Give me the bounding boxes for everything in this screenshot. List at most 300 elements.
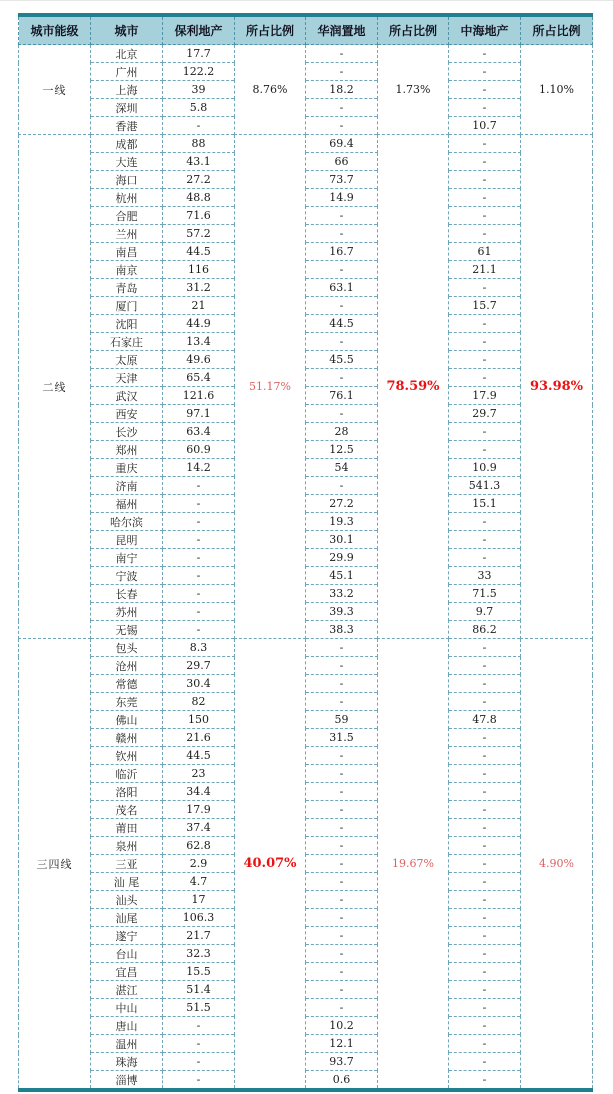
- city-cell: 杭州: [91, 189, 163, 207]
- value-cell-cr-land: 73.7: [306, 171, 378, 189]
- table-row: [19, 351, 593, 369]
- city-cell: 泉州: [91, 837, 163, 855]
- value-cell-cr-land: -: [306, 873, 378, 891]
- value-cell-coli: -: [449, 531, 521, 549]
- pct-cell-poly: 51.17%: [235, 135, 306, 639]
- table-row: [19, 1071, 593, 1091]
- value-cell-coli: 9.7: [449, 603, 521, 621]
- value-cell-coli: -: [449, 423, 521, 441]
- table-row: [19, 675, 593, 693]
- city-cell: 湛江: [91, 981, 163, 999]
- city-cell: 天津: [91, 369, 163, 387]
- value-cell-cr-land: 45.5: [306, 351, 378, 369]
- table-row: [19, 1053, 593, 1071]
- value-cell-cr-land: -: [306, 333, 378, 351]
- value-cell-cr-land: -: [306, 819, 378, 837]
- city-cell: 宁波: [91, 567, 163, 585]
- value-cell-cr-land: -: [306, 675, 378, 693]
- value-cell-poly: 106.3: [163, 909, 235, 927]
- table-row: [19, 63, 593, 81]
- value-cell-coli: -: [449, 207, 521, 225]
- value-cell-poly: 57.2: [163, 225, 235, 243]
- value-cell-cr-land: -: [306, 207, 378, 225]
- value-cell-poly: 60.9: [163, 441, 235, 459]
- city-cell: 汕尾: [91, 909, 163, 927]
- table-row: [19, 441, 593, 459]
- value-cell-poly: -: [163, 513, 235, 531]
- city-cell: 宜昌: [91, 963, 163, 981]
- value-cell-cr-land: 10.2: [306, 1017, 378, 1035]
- value-cell-poly: 21: [163, 297, 235, 315]
- value-cell-cr-land: -: [306, 639, 378, 657]
- city-cell: 香港: [91, 117, 163, 135]
- table-row: [19, 495, 593, 513]
- value-cell-poly: 15.5: [163, 963, 235, 981]
- city-cell: 济南: [91, 477, 163, 495]
- city-cell: 重庆: [91, 459, 163, 477]
- value-cell-cr-land: -: [306, 117, 378, 135]
- value-cell-cr-land: 63.1: [306, 279, 378, 297]
- table-row: [19, 855, 593, 873]
- table-row: [19, 711, 593, 729]
- value-cell-coli: -: [449, 549, 521, 567]
- value-cell-cr-land: -: [306, 405, 378, 423]
- value-cell-cr-land: 33.2: [306, 585, 378, 603]
- pct-cell-coli: 93.98%: [521, 135, 593, 639]
- header-cell-cr-land: 华润置地: [306, 15, 378, 45]
- table-row: [19, 1035, 593, 1053]
- city-cell: 太原: [91, 351, 163, 369]
- value-cell-poly: 31.2: [163, 279, 235, 297]
- value-cell-coli: -: [449, 441, 521, 459]
- value-cell-poly: 17.9: [163, 801, 235, 819]
- value-cell-cr-land: 66: [306, 153, 378, 171]
- value-cell-coli: -: [449, 99, 521, 117]
- value-cell-coli: -: [449, 837, 521, 855]
- value-cell-cr-land: -: [306, 963, 378, 981]
- table-header: [19, 15, 593, 45]
- pct-cell-poly: 8.76%: [235, 45, 306, 135]
- value-cell-coli: 15.1: [449, 495, 521, 513]
- value-cell-poly: 17.7: [163, 45, 235, 63]
- value-cell-coli: -: [449, 855, 521, 873]
- value-cell-poly: 122.2: [163, 63, 235, 81]
- table-row: [19, 297, 593, 315]
- header-cell-tier: 城市能级: [19, 15, 91, 45]
- value-cell-poly: 5.8: [163, 99, 235, 117]
- pct-cell-cr-land: 19.67%: [378, 639, 449, 1091]
- table-row: [19, 729, 593, 747]
- table-row: [19, 999, 593, 1017]
- value-cell-cr-land: -: [306, 891, 378, 909]
- city-cell: 南宁: [91, 549, 163, 567]
- table-row: [19, 1017, 593, 1035]
- table-row: [19, 207, 593, 225]
- city-cell: 洛阳: [91, 783, 163, 801]
- value-cell-poly: 21.7: [163, 927, 235, 945]
- table-row: [19, 981, 593, 999]
- table-row: [19, 909, 593, 927]
- value-cell-poly: 44.9: [163, 315, 235, 333]
- city-cell: 沈阳: [91, 315, 163, 333]
- table-row: [19, 873, 593, 891]
- value-cell-coli: -: [449, 693, 521, 711]
- header-cell-city: 城市: [91, 15, 163, 45]
- value-cell-coli: -: [449, 1053, 521, 1071]
- value-cell-poly: 43.1: [163, 153, 235, 171]
- value-cell-poly: 23: [163, 765, 235, 783]
- value-cell-cr-land: -: [306, 783, 378, 801]
- value-cell-coli: -: [449, 153, 521, 171]
- value-cell-coli: -: [449, 945, 521, 963]
- value-cell-coli: -: [449, 657, 521, 675]
- value-cell-poly: 44.5: [163, 747, 235, 765]
- table-row: [19, 369, 593, 387]
- table-row: [19, 639, 593, 657]
- city-cell: 青岛: [91, 279, 163, 297]
- value-cell-cr-land: -: [306, 837, 378, 855]
- table-row: [19, 333, 593, 351]
- value-cell-cr-land: -: [306, 99, 378, 117]
- value-cell-poly: 4.7: [163, 873, 235, 891]
- table-row: [19, 783, 593, 801]
- value-cell-coli: -: [449, 963, 521, 981]
- value-cell-coli: -: [449, 675, 521, 693]
- value-cell-poly: 150: [163, 711, 235, 729]
- city-cell: 赣州: [91, 729, 163, 747]
- value-cell-cr-land: -: [306, 765, 378, 783]
- value-cell-coli: -: [449, 225, 521, 243]
- value-cell-poly: 51.4: [163, 981, 235, 999]
- value-cell-coli: -: [449, 891, 521, 909]
- value-cell-cr-land: -: [306, 297, 378, 315]
- table-row: [19, 891, 593, 909]
- city-cell: 成都: [91, 135, 163, 153]
- table-row: [19, 189, 593, 207]
- value-cell-coli: 541.3: [449, 477, 521, 495]
- city-cell: 汕 尾: [91, 873, 163, 891]
- table-row: [19, 459, 593, 477]
- city-cell: 上海: [91, 81, 163, 99]
- value-cell-cr-land: 54: [306, 459, 378, 477]
- value-cell-poly: 27.2: [163, 171, 235, 189]
- value-cell-coli: 17.9: [449, 387, 521, 405]
- value-cell-poly: 48.8: [163, 189, 235, 207]
- table-row: [19, 531, 593, 549]
- value-cell-poly: -: [163, 567, 235, 585]
- city-cell: 长沙: [91, 423, 163, 441]
- table-row: [19, 135, 593, 153]
- value-cell-poly: 49.6: [163, 351, 235, 369]
- table-row: [19, 243, 593, 261]
- header-cell-poly: 保利地产: [163, 15, 235, 45]
- value-cell-coli: -: [449, 999, 521, 1017]
- value-cell-coli: -: [449, 1035, 521, 1053]
- city-cell: 南京: [91, 261, 163, 279]
- value-cell-cr-land: -: [306, 747, 378, 765]
- table-row: [19, 819, 593, 837]
- value-cell-poly: -: [163, 477, 235, 495]
- value-cell-poly: -: [163, 1035, 235, 1053]
- city-cell: 中山: [91, 999, 163, 1017]
- table-row: [19, 117, 593, 135]
- value-cell-poly: -: [163, 117, 235, 135]
- value-cell-poly: 82: [163, 693, 235, 711]
- value-cell-cr-land: -: [306, 657, 378, 675]
- table-row: [19, 603, 593, 621]
- value-cell-cr-land: 12.1: [306, 1035, 378, 1053]
- value-cell-poly: -: [163, 1053, 235, 1071]
- city-cell: 西安: [91, 405, 163, 423]
- value-cell-coli: -: [449, 351, 521, 369]
- header-row: [19, 15, 593, 45]
- value-cell-poly: 39: [163, 81, 235, 99]
- pct-cell-coli: 1.10%: [521, 45, 593, 135]
- value-cell-cr-land: 0.6: [306, 1071, 378, 1091]
- city-cell: 沧州: [91, 657, 163, 675]
- table-row: [19, 261, 593, 279]
- value-cell-poly: 30.4: [163, 675, 235, 693]
- value-cell-coli: 21.1: [449, 261, 521, 279]
- table-row: [19, 549, 593, 567]
- value-cell-coli: 71.5: [449, 585, 521, 603]
- city-cell: 海口: [91, 171, 163, 189]
- value-cell-coli: -: [449, 315, 521, 333]
- value-cell-cr-land: 16.7: [306, 243, 378, 261]
- table-row: [19, 747, 593, 765]
- value-cell-coli: 47.8: [449, 711, 521, 729]
- value-cell-poly: 63.4: [163, 423, 235, 441]
- value-cell-coli: -: [449, 1071, 521, 1091]
- city-cell: 钦州: [91, 747, 163, 765]
- value-cell-cr-land: -: [306, 477, 378, 495]
- value-cell-cr-land: 30.1: [306, 531, 378, 549]
- value-cell-cr-land: 12.5: [306, 441, 378, 459]
- table-row: [19, 621, 593, 639]
- header-cell-coli: 中海地产: [449, 15, 521, 45]
- value-cell-poly: 21.6: [163, 729, 235, 747]
- value-cell-coli: -: [449, 45, 521, 63]
- table-row: [19, 387, 593, 405]
- value-cell-coli: -: [449, 729, 521, 747]
- value-cell-cr-land: -: [306, 945, 378, 963]
- table-row: [19, 315, 593, 333]
- value-cell-coli: 61: [449, 243, 521, 261]
- pct-cell-coli: 4.90%: [521, 639, 593, 1091]
- value-cell-poly: 51.5: [163, 999, 235, 1017]
- table-row: [19, 945, 593, 963]
- value-cell-coli: 29.7: [449, 405, 521, 423]
- table-row: [19, 585, 593, 603]
- city-cell: 临沂: [91, 765, 163, 783]
- table-row: [19, 765, 593, 783]
- value-cell-coli: -: [449, 639, 521, 657]
- city-cell: 合肥: [91, 207, 163, 225]
- value-cell-coli: -: [449, 783, 521, 801]
- land-reserve-table: [18, 13, 593, 1092]
- city-cell: 唐山: [91, 1017, 163, 1035]
- value-cell-coli: 10.9: [449, 459, 521, 477]
- value-cell-cr-land: 93.7: [306, 1053, 378, 1071]
- value-cell-poly: -: [163, 531, 235, 549]
- city-cell: 台山: [91, 945, 163, 963]
- value-cell-cr-land: 27.2: [306, 495, 378, 513]
- table-row: [19, 45, 593, 63]
- value-cell-cr-land: 18.2: [306, 81, 378, 99]
- value-cell-coli: -: [449, 801, 521, 819]
- value-cell-poly: 14.2: [163, 459, 235, 477]
- value-cell-cr-land: 29.9: [306, 549, 378, 567]
- table-row: [19, 657, 593, 675]
- value-cell-poly: -: [163, 603, 235, 621]
- value-cell-cr-land: -: [306, 927, 378, 945]
- value-cell-coli: -: [449, 909, 521, 927]
- table-row: [19, 513, 593, 531]
- value-cell-coli: -: [449, 369, 521, 387]
- value-cell-cr-land: -: [306, 855, 378, 873]
- tier-cell: 三四线: [19, 639, 91, 1091]
- value-cell-coli: -: [449, 873, 521, 891]
- value-cell-poly: 44.5: [163, 243, 235, 261]
- value-cell-cr-land: 69.4: [306, 135, 378, 153]
- value-cell-coli: -: [449, 81, 521, 99]
- value-cell-cr-land: 59: [306, 711, 378, 729]
- header-cell-poly-pct: 所占比例: [235, 15, 306, 45]
- value-cell-cr-land: 44.5: [306, 315, 378, 333]
- value-cell-coli: -: [449, 135, 521, 153]
- city-cell: 莆田: [91, 819, 163, 837]
- value-cell-coli: 86.2: [449, 621, 521, 639]
- value-cell-poly: 17: [163, 891, 235, 909]
- city-cell: 常德: [91, 675, 163, 693]
- city-cell: 东莞: [91, 693, 163, 711]
- table-row: [19, 837, 593, 855]
- city-cell: 包头: [91, 639, 163, 657]
- city-cell: 长春: [91, 585, 163, 603]
- city-cell: 深圳: [91, 99, 163, 117]
- table-body: [19, 45, 593, 1091]
- value-cell-poly: -: [163, 1071, 235, 1091]
- value-cell-poly: 62.8: [163, 837, 235, 855]
- value-cell-cr-land: -: [306, 981, 378, 999]
- table-row: [19, 693, 593, 711]
- value-cell-coli: -: [449, 1017, 521, 1035]
- city-cell: 无锡: [91, 621, 163, 639]
- value-cell-coli: 33: [449, 567, 521, 585]
- value-cell-poly: 71.6: [163, 207, 235, 225]
- value-cell-cr-land: -: [306, 693, 378, 711]
- value-cell-cr-land: 38.3: [306, 621, 378, 639]
- value-cell-coli: -: [449, 765, 521, 783]
- value-cell-coli: -: [449, 279, 521, 297]
- city-cell: 温州: [91, 1035, 163, 1053]
- value-cell-cr-land: -: [306, 225, 378, 243]
- value-cell-coli: 15.7: [449, 297, 521, 315]
- table-row: [19, 171, 593, 189]
- value-cell-cr-land: 31.5: [306, 729, 378, 747]
- city-cell: 淄博: [91, 1071, 163, 1091]
- table-row: [19, 567, 593, 585]
- value-cell-coli: -: [449, 927, 521, 945]
- table-row: [19, 81, 593, 99]
- value-cell-coli: -: [449, 747, 521, 765]
- city-cell: 南昌: [91, 243, 163, 261]
- header-cell-cr-land-pct: 所占比例: [378, 15, 449, 45]
- value-cell-cr-land: 76.1: [306, 387, 378, 405]
- value-cell-cr-land: 45.1: [306, 567, 378, 585]
- city-cell: 茂名: [91, 801, 163, 819]
- table-row: [19, 801, 593, 819]
- city-cell: 佛山: [91, 711, 163, 729]
- value-cell-poly: 29.7: [163, 657, 235, 675]
- value-cell-cr-land: 28: [306, 423, 378, 441]
- value-cell-poly: -: [163, 549, 235, 567]
- city-cell: 苏州: [91, 603, 163, 621]
- value-cell-poly: 65.4: [163, 369, 235, 387]
- pct-cell-cr-land: 78.59%: [378, 135, 449, 639]
- value-cell-poly: 2.9: [163, 855, 235, 873]
- pct-cell-cr-land: 1.73%: [378, 45, 449, 135]
- value-cell-coli: 10.7: [449, 117, 521, 135]
- value-cell-poly: -: [163, 495, 235, 513]
- tier-cell: 一线: [19, 45, 91, 135]
- city-cell: 珠海: [91, 1053, 163, 1071]
- value-cell-poly: 34.4: [163, 783, 235, 801]
- city-cell: 武汉: [91, 387, 163, 405]
- value-cell-cr-land: -: [306, 261, 378, 279]
- header-cell-coli-pct: 所占比例: [521, 15, 593, 45]
- table-row: [19, 927, 593, 945]
- city-cell: 三亚: [91, 855, 163, 873]
- value-cell-poly: 97.1: [163, 405, 235, 423]
- value-cell-cr-land: -: [306, 801, 378, 819]
- city-cell: 石家庄: [91, 333, 163, 351]
- table-row: [19, 153, 593, 171]
- value-cell-coli: -: [449, 189, 521, 207]
- value-cell-coli: -: [449, 171, 521, 189]
- table-row: [19, 405, 593, 423]
- city-cell: 汕头: [91, 891, 163, 909]
- city-cell: 兰州: [91, 225, 163, 243]
- table-row: [19, 477, 593, 495]
- city-cell: 福州: [91, 495, 163, 513]
- value-cell-poly: -: [163, 621, 235, 639]
- table-row: [19, 225, 593, 243]
- value-cell-coli: -: [449, 333, 521, 351]
- value-cell-cr-land: -: [306, 999, 378, 1017]
- table-row: [19, 423, 593, 441]
- value-cell-poly: 37.4: [163, 819, 235, 837]
- value-cell-cr-land: -: [306, 45, 378, 63]
- table-row: [19, 963, 593, 981]
- value-cell-cr-land: -: [306, 63, 378, 81]
- value-cell-coli: -: [449, 981, 521, 999]
- city-cell: 哈尔滨: [91, 513, 163, 531]
- value-cell-poly: -: [163, 585, 235, 603]
- city-cell: 大连: [91, 153, 163, 171]
- table-row: [19, 99, 593, 117]
- table-row: [19, 279, 593, 297]
- value-cell-cr-land: 39.3: [306, 603, 378, 621]
- value-cell-cr-land: -: [306, 369, 378, 387]
- value-cell-poly: 13.4: [163, 333, 235, 351]
- city-cell: 厦门: [91, 297, 163, 315]
- city-cell: 北京: [91, 45, 163, 63]
- value-cell-poly: 88: [163, 135, 235, 153]
- value-cell-poly: 121.6: [163, 387, 235, 405]
- value-cell-coli: -: [449, 63, 521, 81]
- value-cell-poly: 8.3: [163, 639, 235, 657]
